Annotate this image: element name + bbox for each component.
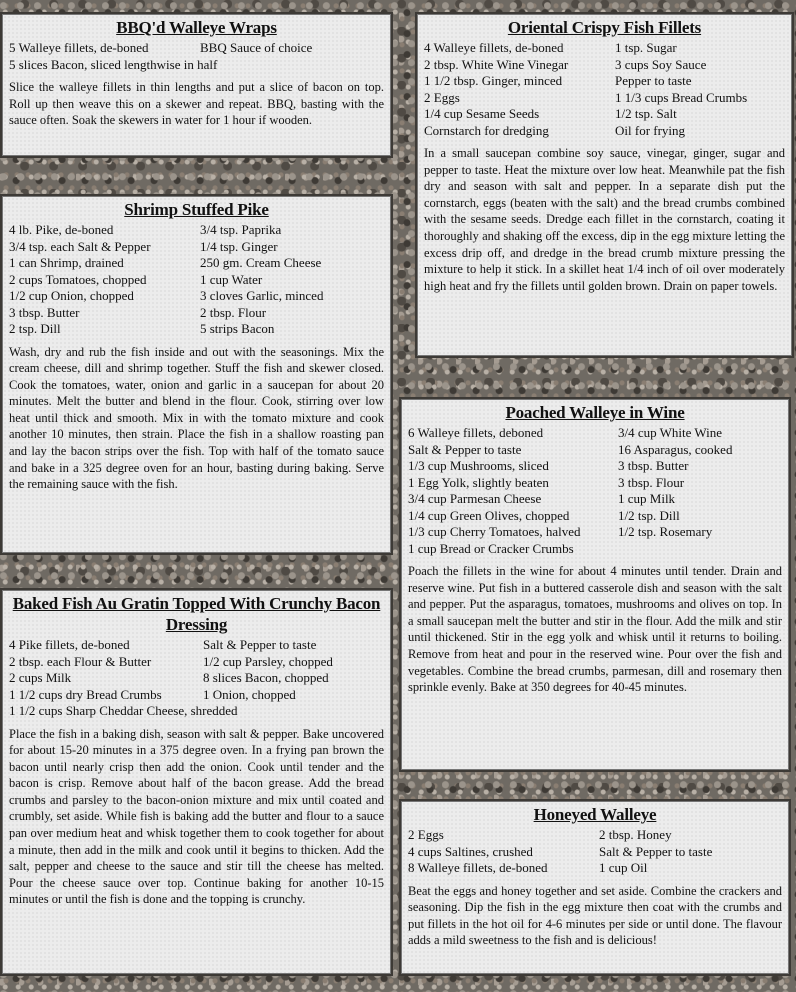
ingredient: 1 1/2 cups dry Bread Crumbs xyxy=(9,686,162,702)
ingredient: 4 Pike fillets, de-boned xyxy=(9,637,130,652)
ingredient-list xyxy=(9,222,384,338)
ingredient: BBQ Sauce of choice xyxy=(200,40,313,55)
ingredient: 8 Walleye fillets, de-boned xyxy=(408,860,548,875)
ingredient: 2 cups Tomatoes, chopped xyxy=(9,271,147,287)
ingredient: Oil for frying xyxy=(615,122,686,138)
recipe-card-poached-walleye-in-wine xyxy=(401,399,789,770)
recipe-title: Oriental Crispy Fish Fillets xyxy=(507,18,702,37)
recipe-directions: Slice the walleye fillets in thin lengths and put a slice of bacon on top. Roll up then weave this on a skewer and repeat. BBQ, basting with the sauce often. Soak the skewers in water for 1 hour if wooden. xyxy=(9,80,384,128)
ingredient: 3 tbsp. Butter xyxy=(9,304,80,320)
recipe-directions: Poach the fillets in the wine for about 4 minutes until tender. Drain and reserve wine. Put fish in a buttered casserole dish and season with the salt and pepper. Put the asparagus, tomatoes, mushrooms and olives on top. In a small saucepan melt the butter and stir in the flour. Add the milk and stir until thickened. Stir in the egg yolk and whisk until it returns to boiling. Remove from heat and pour in the reserved wine. Pour over the fish and vegetables. Combine the bread crumbs, parmesan, dill and rosemary then sprinkle evenly. Bake at 350 degrees for 40-45 minutes. xyxy=(408,564,782,695)
ingredient: 1 Egg Yolk, slightly beaten xyxy=(408,474,549,490)
ingredient: 3 cups Soy Sauce xyxy=(615,56,707,72)
ingredient: 16 Asparagus, cooked xyxy=(618,441,733,457)
ingredient: 2 tbsp. Flour xyxy=(200,304,267,320)
ingredient: 2 tbsp. White Wine Vinegar xyxy=(424,56,569,72)
recipe-title: BBQ'd Walleye Wraps xyxy=(116,18,277,37)
recipe-title: Poached Walleye in Wine xyxy=(505,403,685,422)
ingredient: Salt & Pepper to taste xyxy=(599,843,713,859)
ingredient: 2 tbsp. each Flour & Butter xyxy=(9,653,152,669)
recipe-directions: Beat the eggs and honey together and set aside. Combine the crackers and seasoning. Dip the fish in the egg mixture then coat with the crumbs and put fillets in the hot oil for 4-6 minutes per side or until done. The flavour adds a mild sweetness to the fish and is delicious! xyxy=(408,883,782,948)
recipe-directions: Wash, dry and rub the fish inside and out with the seasonings. Mix the cream cheese, dill and shrimp together. Stuff the fish and skewer closed. Cook the tomatoes, water, onion and garlic in a saucepan for about 20 minutes. Melt the butter and blend in the flour. Cook, stirring over low heat until thick and smooth. Mix in with the tomato mixture and cook another 10 minutes, then strain. Place the fish in a shallow roasting pan and lay the bacon strips over the fish. Top with half of the tomato sauce and bake in a 325 degree oven for an hour, basting during baking. Serve the remaining sauce with the fish. xyxy=(9,344,384,492)
recipe-card-oriental-crispy-fish-fillets xyxy=(417,14,792,356)
ingredient: 1/4 cup Green Olives, chopped xyxy=(408,507,570,523)
ingredient: 1 tsp. Sugar xyxy=(615,40,677,55)
ingredient: 8 slices Bacon, chopped xyxy=(203,670,329,685)
ingredient: 1/2 cup Onion, chopped xyxy=(9,288,134,303)
ingredient: 1/2 cup Parsley, chopped xyxy=(203,653,333,669)
ingredient: 1 cup Oil xyxy=(599,860,648,875)
ingredient: 1 1/3 cups Bread Crumbs xyxy=(615,89,748,105)
recipe-directions: In a small saucepan combine soy sauce, vinegar, ginger, sugar and pepper to taste. Heat the mixture over low heat. Meanwhile pat the fish dry and season with salt and pepper. In a separate dish put the cornstarch, eggs (beaten with the salt) and the bread crumbs combined with the sesame seeds. Dredge each fillet in the cornstarch, coating it thoroughly and shaking off the excess, dip in the egg mixture letting the excess drip off, and dredge in the bread crumb mixture pressing the mixture to help it stick. In a skillet heat 1/4 inch of oil over moderately high heat and fry the fillets until golden brown. Drain on paper towels. xyxy=(424,146,785,293)
ingredient-list xyxy=(408,425,782,557)
ingredient: 4 lb. Pike, de-boned xyxy=(9,222,114,237)
ingredient-list xyxy=(9,40,384,73)
recipe-title: Honeyed Walleye xyxy=(533,805,657,824)
ingredient: 250 gm. Cream Cheese xyxy=(200,255,322,270)
ingredient-list xyxy=(9,637,384,720)
ingredient: 1 cup Water xyxy=(200,271,263,287)
ingredient: 5 strips Bacon xyxy=(200,321,275,336)
ingredient: 2 cups Milk xyxy=(9,670,72,685)
ingredient: 1/4 tsp. Ginger xyxy=(200,238,278,254)
recipe-title: Shrimp Stuffed Pike xyxy=(124,200,269,219)
ingredient: 1 cup Bread or Cracker Crumbs xyxy=(408,540,574,556)
recipe-card-honeyed-walleye xyxy=(401,801,789,974)
ingredient: 1 1/2 cups Sharp Cheddar Cheese, shredded xyxy=(9,703,238,718)
ingredient: 3/4 cup Parmesan Cheese xyxy=(408,491,542,506)
ingredient: 1/2 tsp. Rosemary xyxy=(618,524,713,539)
ingredient: 3 tbsp. Flour xyxy=(618,474,685,490)
ingredient: 3/4 cup White Wine xyxy=(618,425,723,440)
recipe-card-baked-fish-au-gratin xyxy=(2,590,391,974)
ingredient-list xyxy=(424,40,785,139)
ingredient: 3/4 tsp. each Salt & Pepper xyxy=(9,238,151,254)
ingredient: 5 slices Bacon, sliced lengthwise in half xyxy=(9,56,218,72)
ingredient: 1 Onion, chopped xyxy=(203,686,296,702)
ingredient: 4 Walleye fillets, de-boned xyxy=(424,40,564,55)
ingredient: 3 tbsp. Butter xyxy=(618,458,689,473)
recipe-card-bbq-walleye-wraps xyxy=(2,14,391,156)
ingredient: 3/4 tsp. Paprika xyxy=(200,222,282,237)
ingredient: Salt & Pepper to taste xyxy=(408,441,522,457)
ingredient: 1 cup Milk xyxy=(618,491,676,506)
ingredient: 1/3 cup Mushrooms, sliced xyxy=(408,458,549,473)
ingredient: 1/2 tsp. Dill xyxy=(618,507,680,523)
ingredient: 2 tsp. Dill xyxy=(9,321,61,336)
ingredient: 2 Eggs xyxy=(408,827,444,842)
ingredient: 1 can Shrimp, drained xyxy=(9,255,124,270)
ingredient: 5 Walleye fillets, de-boned xyxy=(9,40,149,55)
ingredient: 2 tbsp. Honey xyxy=(599,827,672,842)
ingredient: 3 cloves Garlic, minced xyxy=(200,288,324,303)
ingredient-list xyxy=(408,827,782,877)
ingredient: 6 Walleye fillets, deboned xyxy=(408,425,544,440)
recipe-card-shrimp-stuffed-pike xyxy=(2,196,391,553)
ingredient: 1/4 cup Sesame Seeds xyxy=(424,106,540,121)
ingredient: 1/2 tsp. Salt xyxy=(615,106,677,121)
ingredient: 1/3 cup Cherry Tomatoes, halved xyxy=(408,524,581,539)
ingredient: Pepper to taste xyxy=(615,73,692,88)
ingredient: 2 Eggs xyxy=(424,89,460,105)
recipe-directions: Place the fish in a baking dish, season with salt & pepper. Bake uncovered for about 15-20 minutes in a 375 degree oven. In a frying pan brown the bacon until nearly crisp then add the onion. Cook until tender and the bacon is crisp. Remove about half of the bacon grease. Add the bread crumbs and parsley to the bacon-onion mixture and mix until coated and crumbly, set aside. While fish is baking add the butter and flour to a sauce pan over medium heat and whisk together them to cook together for about a minute, then add in the milk and cook until it begins to thicken. Add the salt, pepper and cheese to the sauce and stir till the cheese has melted. Pour the cheese sauce over top. Continue baking for another 10-15 minutes or until the fish is done and the topping is crunchy. xyxy=(9,726,384,907)
recipe-title: Baked Fish Au Gratin Topped With Crunchy Bacon Dressing xyxy=(12,594,381,634)
ingredient: Salt & Pepper to taste xyxy=(203,637,317,652)
ingredient: 4 cups Saltines, crushed xyxy=(408,843,533,859)
ingredient: 1 1/2 tbsp. Ginger, minced xyxy=(424,73,563,88)
ingredient: Cornstarch for dredging xyxy=(424,122,549,138)
